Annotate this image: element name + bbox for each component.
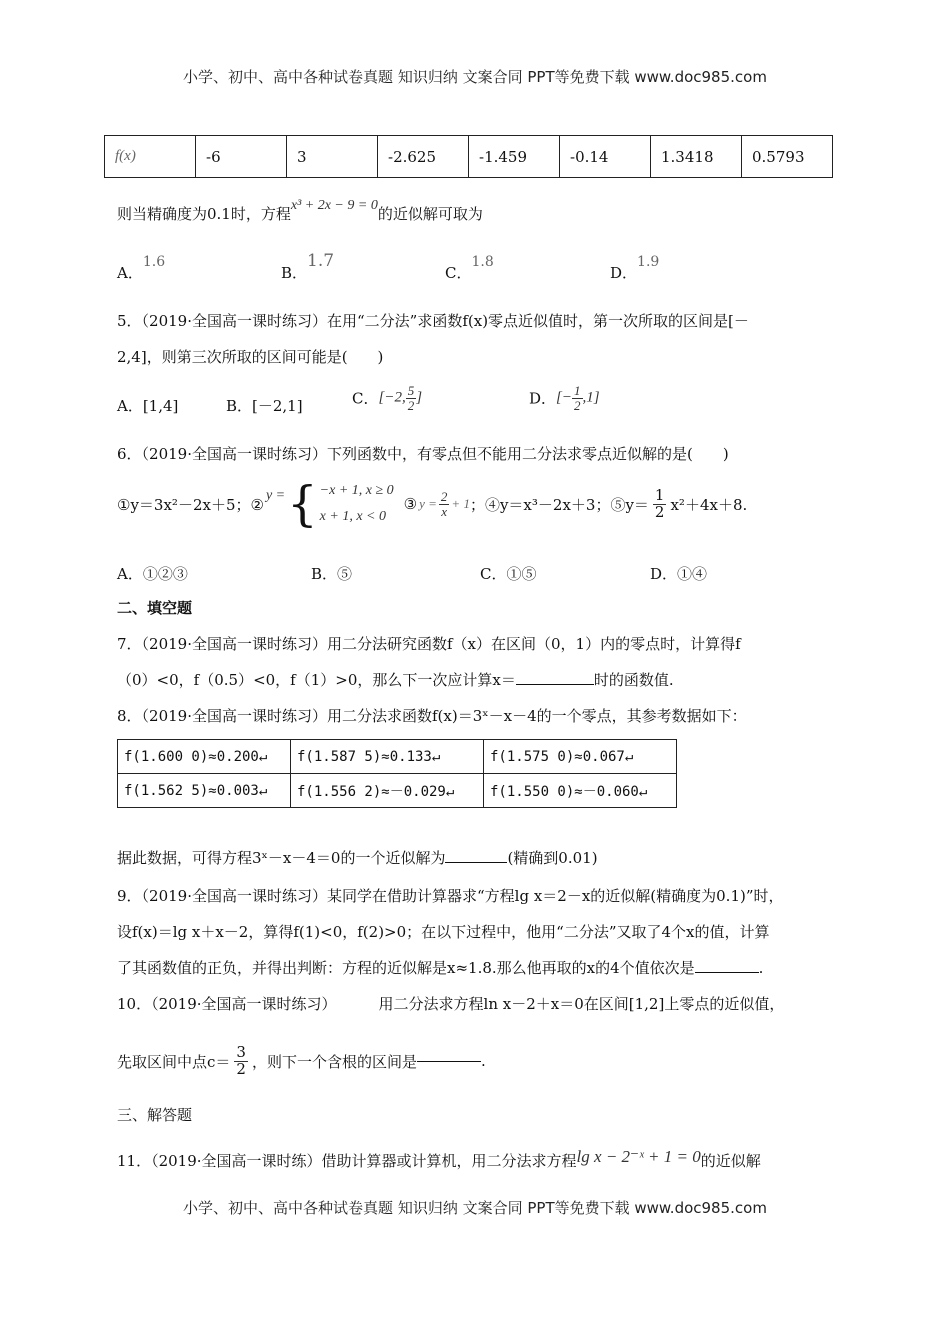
- q4-option-b: B．1.7: [281, 251, 335, 282]
- page-footer: 小学、初中、高中各种试卷真题 知识归纳 文案合同 PPT等免费下载 www.doc985.com: [183, 1199, 767, 1217]
- q9-line1: 9．（2019·全国高一课时练习）某同学在借助计算器求“方程lg x＝2－x的近似解(精确度为0.1)”时，: [117, 887, 784, 905]
- q4-option-a: A．1.6: [117, 254, 166, 282]
- data-cell: f(1.575 0)≈0.067↵: [484, 740, 677, 774]
- q9-line3: 了其函数值的正负，并得出判断：方程的近似解是x≈1.8.那么他再取的x的4个值依次是 .: [117, 959, 764, 977]
- q5-line1: 5．（2019·全国高一课时练习）在用“二分法”求函数f(x)零点近似值时，第一次所取的区间是[－: [117, 312, 749, 330]
- q6-functions: ①y＝3x²－2x＋5；② y = { −x + 1, x ≥ 0 x + 1, x < 0 ③ y = $\frac{2}{x}$ + 1 ；④y＝x³－2x＋3；⑤y＝ $\frac{1}{2}$ x²＋4x＋8.: [117, 476, 748, 532]
- data-cell: f(1.556 2)≈－0.029↵: [291, 774, 484, 808]
- q4-option-d: D．1.9: [610, 254, 660, 282]
- q7-line1: 7．（2019·全国高一课时练习）用二分法研究函数f（x）在区间（0，1）内的零点时，计算得f: [117, 635, 741, 653]
- table-cell: 1.3418: [651, 136, 742, 178]
- q9-line2: 设f(x)＝lg x＋x－2，算得f(1)<0，f(2)>0；在以下过程中，他用“二分法”又取了4个x的值，计算: [117, 923, 770, 941]
- q5-option-c: C．[−2, $\frac{5}{2}$ ]: [352, 383, 423, 413]
- q10-answer-blank: [417, 1061, 481, 1062]
- table-cell: 0.5793: [742, 136, 833, 178]
- section-title-fill-in: 二、填空题: [117, 599, 193, 617]
- q5-option-a: A．[1,4]: [117, 397, 179, 415]
- table-cell: 3: [287, 136, 378, 178]
- q8-answer-blank: [445, 862, 507, 863]
- table-cell: -0.14: [560, 136, 651, 178]
- q6-option-c: C．①⑤: [480, 565, 537, 583]
- table-cell: -2.625: [378, 136, 469, 178]
- q4-stem: 则当精确度为0.1时，方程x³ + 2x − 9 = 0的近似解可取为: [117, 198, 483, 223]
- q10-line1: 10．（2019·全国高一课时练习） 用二分法求方程ln x－2＋x＝0在区间[1,2]上零点的近似值，: [117, 995, 785, 1013]
- q5-line2: 2,4]，则第三次所取的区间可能是( ): [117, 348, 384, 366]
- q11-stem: 11．（2019·全国高一课时练）借助计算器或计算机，用二分法求方程lg x − 2⁻ˣ + 1 = 0的近似解: [117, 1147, 761, 1170]
- data-cell: f(1.550 0)≈－0.060↵: [484, 774, 677, 808]
- table-cell: -1.459: [469, 136, 560, 178]
- q5-option-d: D．[− $\frac{1}{2}$ ,1]: [529, 383, 600, 413]
- q11-equation: lg x − 2⁻ˣ + 1 = 0: [576, 1147, 701, 1166]
- q4-equation: x³ + 2x − 9 = 0: [290, 198, 378, 213]
- q8-data-table: [117, 739, 677, 808]
- q5-option-b: B．[－2,1]: [226, 397, 303, 415]
- page-header: 小学、初中、高中各种试卷真题 知识归纳 文案合同 PPT等免费下载 www.doc985.com: [183, 68, 767, 86]
- q4-option-c: C．1.8: [445, 254, 494, 282]
- value-table: [104, 135, 833, 178]
- section-title-solve: 三、解答题: [117, 1106, 193, 1124]
- data-cell: f(1.562 5)≈0.003↵: [118, 774, 291, 808]
- q6-option-a: A．①②③: [117, 565, 188, 583]
- q7-answer-blank: [516, 684, 594, 685]
- q6-option-b: B．⑤: [311, 565, 353, 583]
- q7-line2: （0）<0，f（0.5）<0，f（1）>0，那么下一次应计算x＝ 时的函数值.: [117, 671, 674, 689]
- q10-line2: 先取区间中点c＝ $\frac{3}{2}$ ，则下一个含根的区间是 .: [117, 1042, 486, 1078]
- data-cell: f(1.587 5)≈0.133↵: [291, 740, 484, 774]
- q8-answer-line: 据此数据，可得方程3ˣ－x－4＝0的一个近似解为 (精确到0.01): [117, 849, 598, 867]
- q8-stem: 8．（2019·全国高一课时练习）用二分法求函数f(x)＝3ˣ－x－4的一个零点，其参考数据如下：: [117, 707, 747, 725]
- q9-answer-blank: [695, 972, 759, 973]
- data-cell: f(1.600 0)≈0.200↵: [118, 740, 291, 774]
- q6-option-d: D．①④: [650, 565, 708, 583]
- table-cell-label: f(x): [105, 136, 196, 178]
- table-cell: -6: [196, 136, 287, 178]
- q6-stem: 6．（2019·全国高一课时练习）下列函数中，有零点但不能用二分法求零点近似解的是( ): [117, 445, 729, 463]
